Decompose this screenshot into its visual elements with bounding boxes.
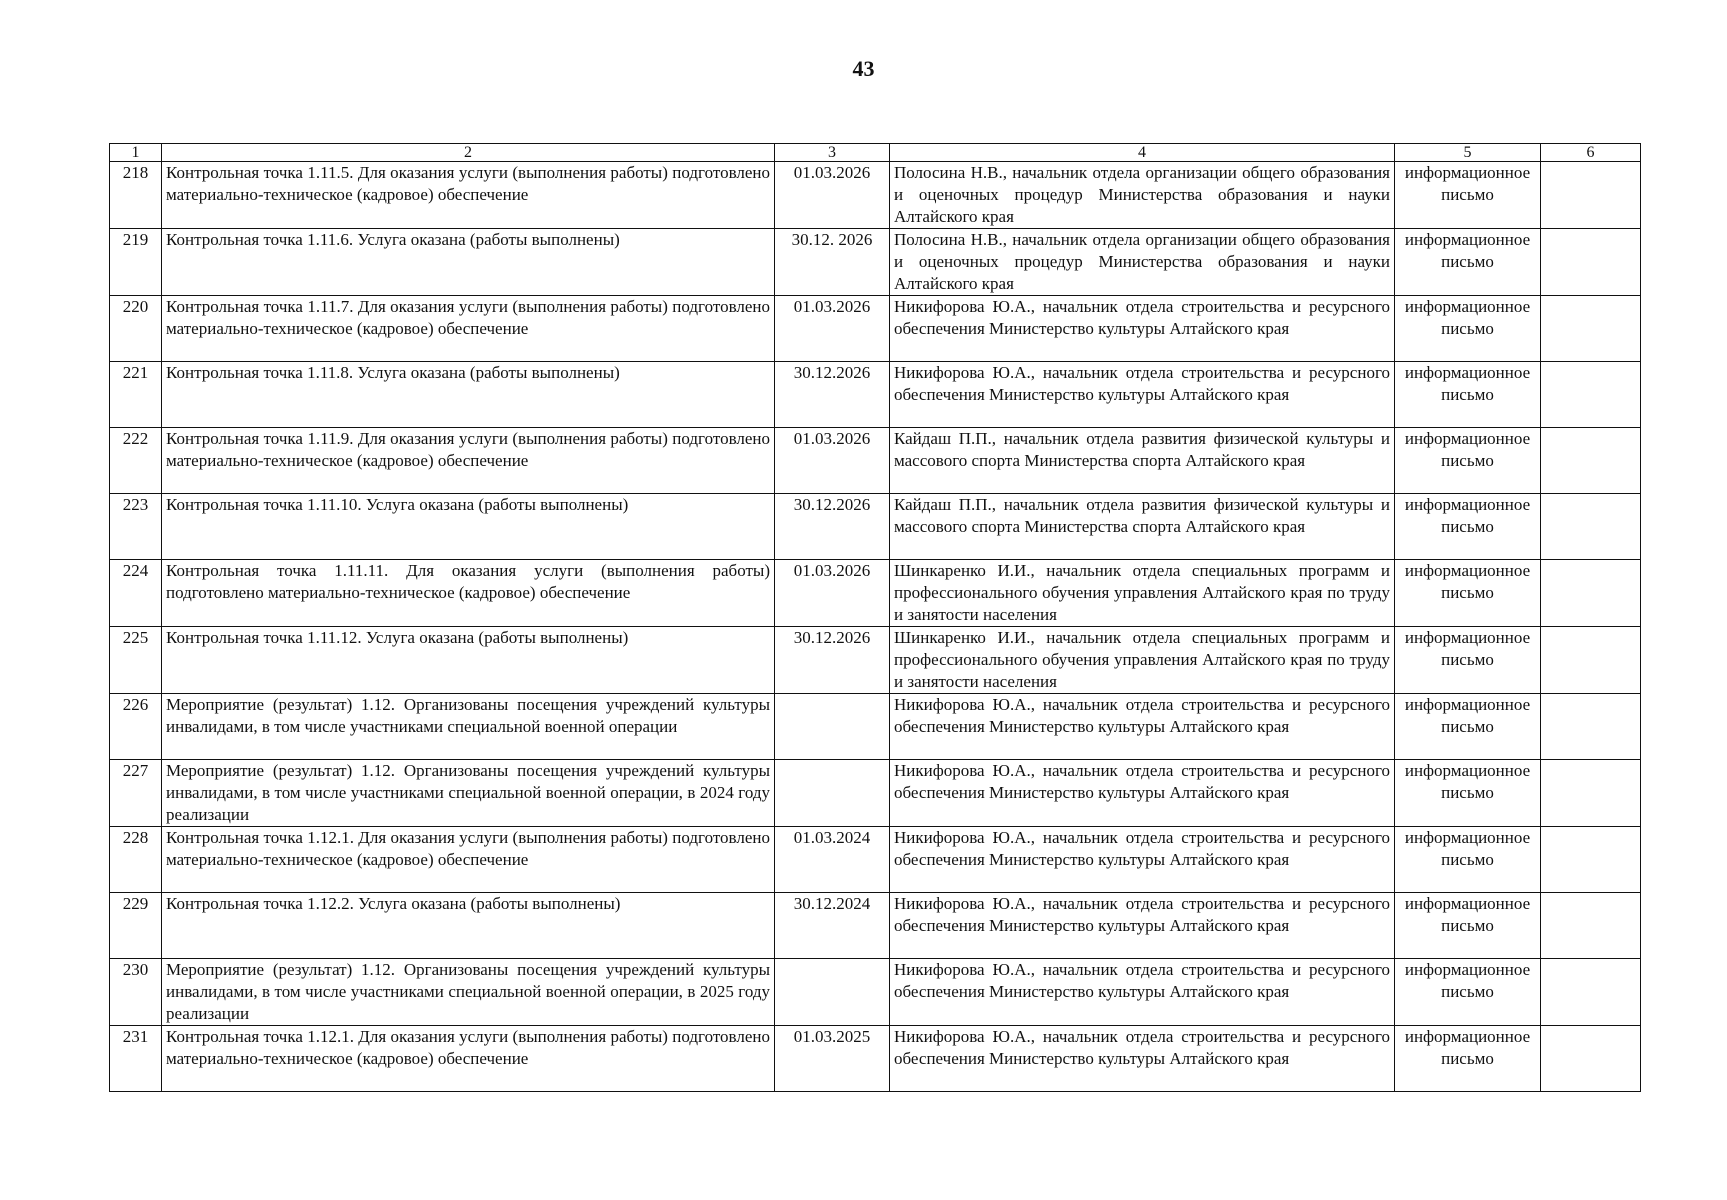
due-date-cell: 30.12.2026 xyxy=(775,362,890,428)
item-name-cell: Контрольная точка 1.11.10. Услуга оказана (работы выполнены) xyxy=(162,494,775,560)
table-body xyxy=(110,162,1641,1092)
confirming-document-cell: информационное письмо xyxy=(1395,893,1541,959)
note-cell xyxy=(1541,494,1641,560)
due-date-cell xyxy=(775,959,890,1026)
table-row xyxy=(110,162,1641,229)
column-header-4: 4 xyxy=(890,144,1395,162)
item-name-cell: Контрольная точка 1.12.2. Услуга оказана (работы выполнены) xyxy=(162,893,775,959)
table-row xyxy=(110,760,1641,827)
column-header-6: 6 xyxy=(1541,144,1641,162)
item-name-cell: Контрольная точка 1.11.12. Услуга оказана (работы выполнены) xyxy=(162,627,775,694)
table-row xyxy=(110,428,1641,494)
responsible-person-cell: Никифорова Ю.А., начальник отдела строительства и ресурсного обеспечения Министерство культуры Алтайского края xyxy=(890,296,1395,362)
table-row xyxy=(110,296,1641,362)
responsible-person-cell: Никифорова Ю.А., начальник отдела строительства и ресурсного обеспечения Министерство культуры Алтайского края xyxy=(890,694,1395,760)
row-number-cell: 220 xyxy=(110,296,162,362)
table-row xyxy=(110,627,1641,694)
due-date-cell: 30.12. 2026 xyxy=(775,229,890,296)
item-name-cell: Контрольная точка 1.12.1. Для оказания услуги (выполнения работы) подготовлено материально-техническое (кадровое) обеспечение xyxy=(162,1026,775,1092)
item-name-cell: Контрольная точка 1.11.11. Для оказания услуги (выполнения работы) подготовлено материально-техническое (кадровое) обеспечение xyxy=(162,560,775,627)
due-date-cell: 01.03.2025 xyxy=(775,1026,890,1092)
row-number-cell: 229 xyxy=(110,893,162,959)
responsible-person-cell: Полосина Н.В., начальник отдела организации общего образования и оценочных процедур Министерства образования и науки Алтайского края xyxy=(890,229,1395,296)
column-header-2: 2 xyxy=(162,144,775,162)
due-date-cell: 30.12.2026 xyxy=(775,494,890,560)
due-date-cell xyxy=(775,694,890,760)
note-cell xyxy=(1541,162,1641,229)
responsible-person-cell: Полосина Н.В., начальник отдела организации общего образования и оценочных процедур Министерства образования и науки Алтайского края xyxy=(890,162,1395,229)
confirming-document-cell: информационное письмо xyxy=(1395,560,1541,627)
note-cell xyxy=(1541,296,1641,362)
plan-table xyxy=(109,143,1641,1092)
due-date-cell: 01.03.2026 xyxy=(775,428,890,494)
confirming-document-cell: информационное письмо xyxy=(1395,627,1541,694)
note-cell xyxy=(1541,827,1641,893)
row-number-cell: 227 xyxy=(110,760,162,827)
item-name-cell: Контрольная точка 1.11.8. Услуга оказана (работы выполнены) xyxy=(162,362,775,428)
note-cell xyxy=(1541,428,1641,494)
responsible-person-cell: Шинкаренко И.И., начальник отдела специальных программ и профессионального обучения управления Алтайского края по труду и занятости населения xyxy=(890,627,1395,694)
confirming-document-cell: информационное письмо xyxy=(1395,959,1541,1026)
item-name-cell: Контрольная точка 1.11.6. Услуга оказана (работы выполнены) xyxy=(162,229,775,296)
confirming-document-cell: информационное письмо xyxy=(1395,362,1541,428)
row-number-cell: 223 xyxy=(110,494,162,560)
row-number-cell: 222 xyxy=(110,428,162,494)
table-row xyxy=(110,229,1641,296)
row-number-cell: 218 xyxy=(110,162,162,229)
item-name-cell: Мероприятие (результат) 1.12. Организованы посещения учреждений культуры инвалидами, в том числе участниками специальной военной операции, в 2024 году реализации xyxy=(162,760,775,827)
row-number-cell: 231 xyxy=(110,1026,162,1092)
table-row xyxy=(110,560,1641,627)
item-name-cell: Мероприятие (результат) 1.12. Организованы посещения учреждений культуры инвалидами, в том числе участниками специальной военной операции, в 2025 году реализации xyxy=(162,959,775,1026)
row-number-cell: 225 xyxy=(110,627,162,694)
note-cell xyxy=(1541,959,1641,1026)
row-number-cell: 228 xyxy=(110,827,162,893)
due-date-cell: 01.03.2026 xyxy=(775,560,890,627)
due-date-cell: 30.12.2024 xyxy=(775,893,890,959)
note-cell xyxy=(1541,1026,1641,1092)
responsible-person-cell: Никифорова Ю.А., начальник отдела строительства и ресурсного обеспечения Министерство культуры Алтайского края xyxy=(890,827,1395,893)
row-number-cell: 226 xyxy=(110,694,162,760)
confirming-document-cell: информационное письмо xyxy=(1395,162,1541,229)
confirming-document-cell: информационное письмо xyxy=(1395,1026,1541,1092)
column-header-5: 5 xyxy=(1395,144,1541,162)
due-date-cell: 30.12.2026 xyxy=(775,627,890,694)
responsible-person-cell: Шинкаренко И.И., начальник отдела специальных программ и профессионального обучения управления Алтайского края по труду и занятости населения xyxy=(890,560,1395,627)
responsible-person-cell: Никифорова Ю.А., начальник отдела строительства и ресурсного обеспечения Министерство культуры Алтайского края xyxy=(890,1026,1395,1092)
column-header-3: 3 xyxy=(775,144,890,162)
responsible-person-cell: Никифорова Ю.А., начальник отдела строительства и ресурсного обеспечения Министерство культуры Алтайского края xyxy=(890,959,1395,1026)
due-date-cell: 01.03.2026 xyxy=(775,296,890,362)
table-row xyxy=(110,362,1641,428)
responsible-person-cell: Никифорова Ю.А., начальник отдела строительства и ресурсного обеспечения Министерство культуры Алтайского края xyxy=(890,893,1395,959)
item-name-cell: Мероприятие (результат) 1.12. Организованы посещения учреждений культуры инвалидами, в том числе участниками специальной военной операции xyxy=(162,694,775,760)
page-number: 43 xyxy=(852,56,875,81)
responsible-person-cell: Кайдаш П.П., начальник отдела развития физической культуры и массового спорта Министерства спорта Алтайского края xyxy=(890,494,1395,560)
due-date-cell xyxy=(775,760,890,827)
note-cell xyxy=(1541,627,1641,694)
item-name-cell: Контрольная точка 1.11.9. Для оказания услуги (выполнения работы) подготовлено материально-техническое (кадровое) обеспечение xyxy=(162,428,775,494)
table-row xyxy=(110,1026,1641,1092)
note-cell xyxy=(1541,694,1641,760)
item-name-cell: Контрольная точка 1.12.1. Для оказания услуги (выполнения работы) подготовлено материально-техническое (кадровое) обеспечение xyxy=(162,827,775,893)
confirming-document-cell: информационное письмо xyxy=(1395,760,1541,827)
table-row xyxy=(110,494,1641,560)
responsible-person-cell: Никифорова Ю.А., начальник отдела строительства и ресурсного обеспечения Министерство культуры Алтайского края xyxy=(890,760,1395,827)
table-row xyxy=(110,827,1641,893)
note-cell xyxy=(1541,229,1641,296)
column-header-1: 1 xyxy=(110,144,162,162)
table-row xyxy=(110,694,1641,760)
item-name-cell: Контрольная точка 1.11.5. Для оказания услуги (выполнения работы) подготовлено материально-техническое (кадровое) обеспечение xyxy=(162,162,775,229)
responsible-person-cell: Кайдаш П.П., начальник отдела развития физической культуры и массового спорта Министерства спорта Алтайского края xyxy=(890,428,1395,494)
column-number-row xyxy=(110,144,1641,162)
table-row xyxy=(110,893,1641,959)
note-cell xyxy=(1541,560,1641,627)
row-number-cell: 230 xyxy=(110,959,162,1026)
confirming-document-cell: информационное письмо xyxy=(1395,428,1541,494)
table-row xyxy=(110,959,1641,1026)
row-number-cell: 224 xyxy=(110,560,162,627)
note-cell xyxy=(1541,760,1641,827)
row-number-cell: 221 xyxy=(110,362,162,428)
due-date-cell: 01.03.2026 xyxy=(775,162,890,229)
confirming-document-cell: информационное письмо xyxy=(1395,494,1541,560)
responsible-person-cell: Никифорова Ю.А., начальник отдела строительства и ресурсного обеспечения Министерство культуры Алтайского края xyxy=(890,362,1395,428)
confirming-document-cell: информационное письмо xyxy=(1395,296,1541,362)
confirming-document-cell: информационное письмо xyxy=(1395,229,1541,296)
item-name-cell: Контрольная точка 1.11.7. Для оказания услуги (выполнения работы) подготовлено материально-техническое (кадровое) обеспечение xyxy=(162,296,775,362)
note-cell xyxy=(1541,362,1641,428)
confirming-document-cell: информационное письмо xyxy=(1395,827,1541,893)
confirming-document-cell: информационное письмо xyxy=(1395,694,1541,760)
note-cell xyxy=(1541,893,1641,959)
due-date-cell: 01.03.2024 xyxy=(775,827,890,893)
row-number-cell: 219 xyxy=(110,229,162,296)
